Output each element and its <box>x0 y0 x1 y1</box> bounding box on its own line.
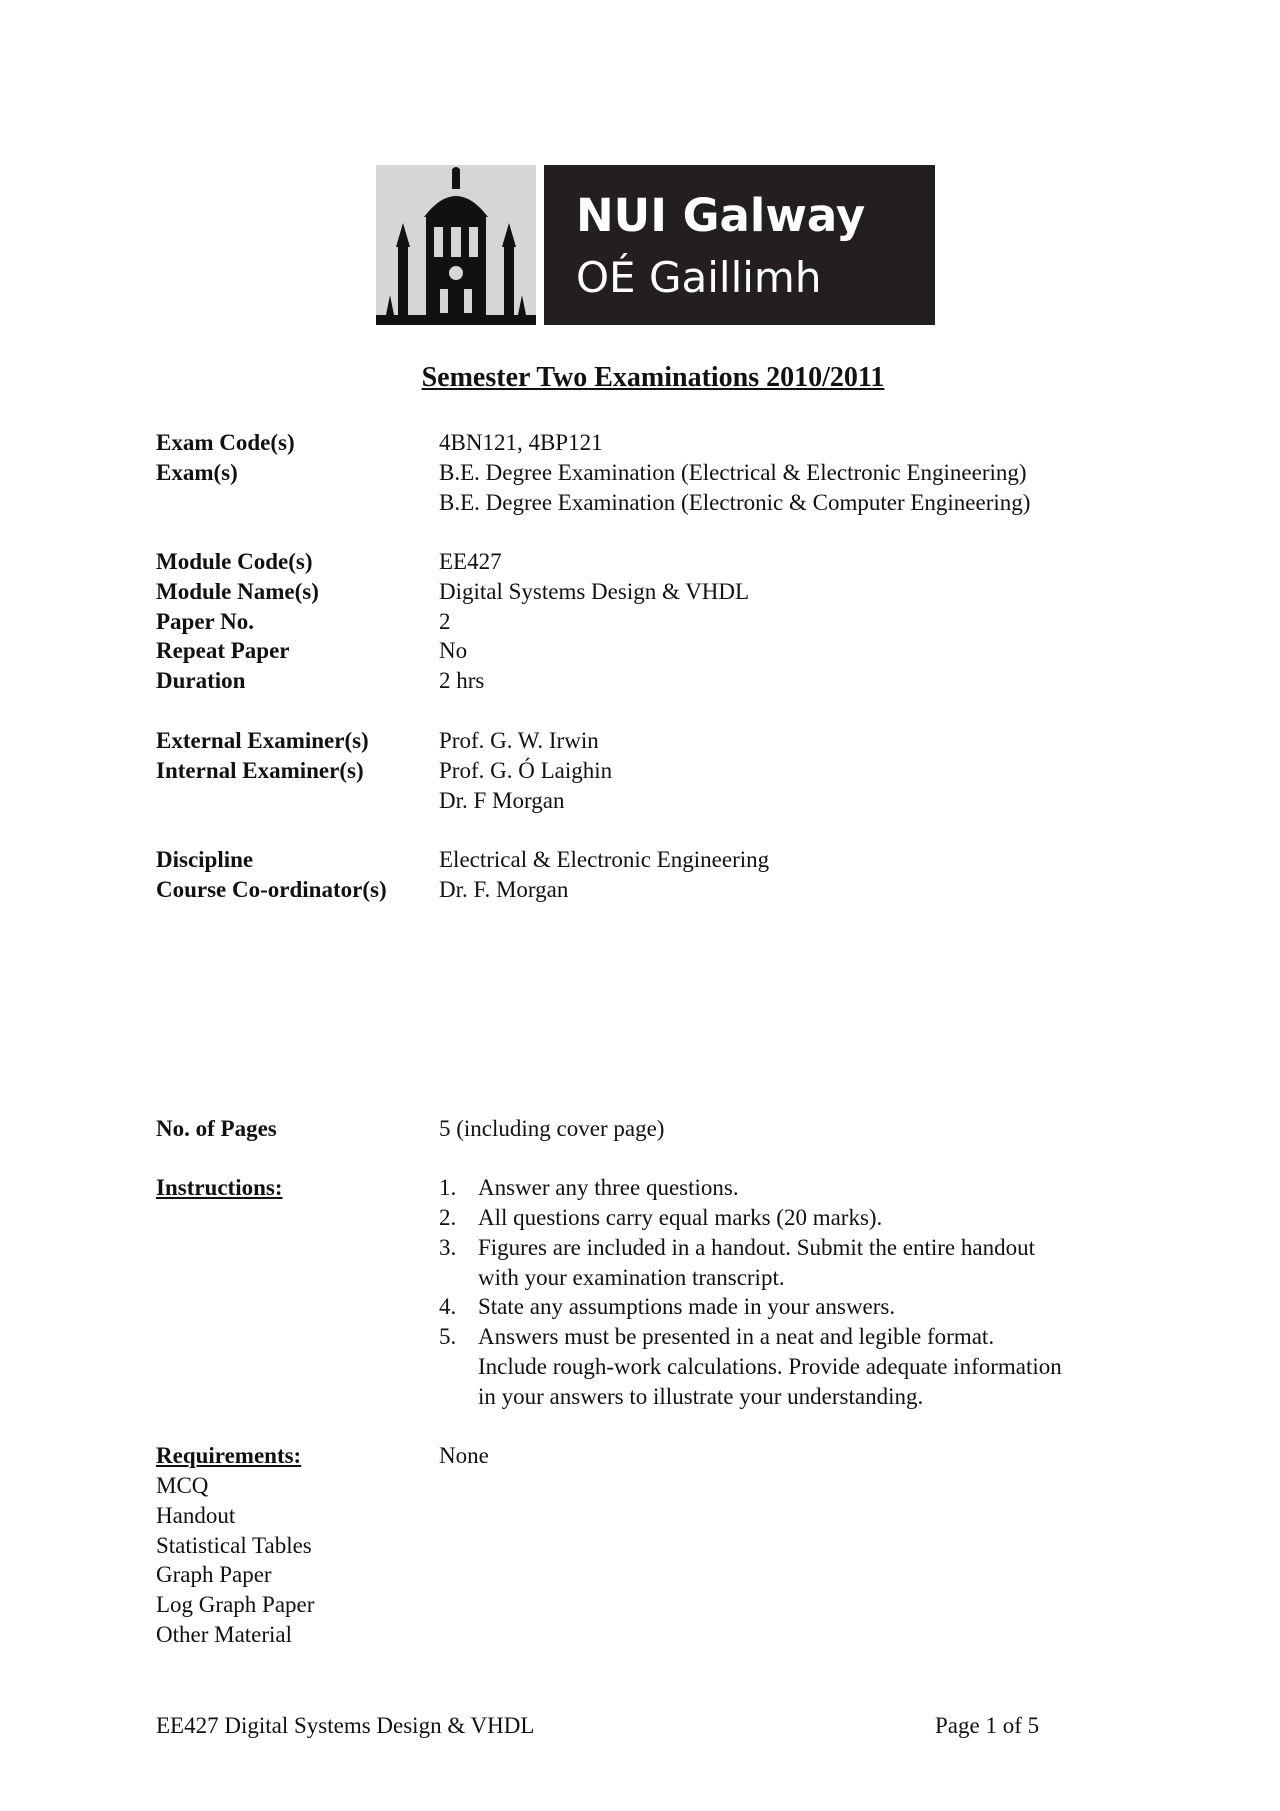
exams-value-2: B.E. Degree Examination (Electronic & Computer Engineering) <box>439 490 1031 515</box>
internal-examiner-2: Dr. F Morgan <box>439 788 565 813</box>
duration-label: Duration <box>156 668 246 693</box>
exam-title: Semester Two Examinations 2010/2011 <box>421 362 885 393</box>
external-examiners-value: Prof. G. W. Irwin <box>439 728 599 753</box>
discipline-label: Discipline <box>156 847 254 872</box>
duration-value: 2 hrs <box>439 668 485 693</box>
exams-label: Exam(s) <box>156 460 238 485</box>
module-codes-value: EE427 <box>439 549 502 574</box>
instruction-number: 1. <box>439 1175 457 1200</box>
coordinators-label: Course Co-ordinator(s) <box>156 877 387 902</box>
instruction-number: 5. <box>439 1324 457 1349</box>
instruction-text: Include rough-work calculations. Provide adequate information <box>478 1354 1062 1379</box>
requirement-item: Graph Paper <box>156 1562 272 1587</box>
footer-page-number: Page 1 of 5 <box>935 1713 1040 1738</box>
instruction-text: All questions carry equal marks (20 marks). <box>478 1205 883 1230</box>
instructions-label: Instructions: <box>156 1175 283 1200</box>
module-codes-label: Module Code(s) <box>156 549 313 574</box>
module-names-value: Digital Systems Design & VHDL <box>439 579 750 604</box>
instruction-text: Figures are included in a handout. Submit the entire handout <box>478 1235 1035 1260</box>
footer-module-name: EE427 Digital Systems Design & VHDL <box>156 1713 535 1738</box>
paper-no-label: Paper No. <box>156 609 254 634</box>
discipline-value: Electrical & Electronic Engineering <box>439 847 770 872</box>
requirement-item: Log Graph Paper <box>156 1592 315 1617</box>
repeat-paper-label: Repeat Paper <box>156 638 290 663</box>
tower-crest-icon <box>376 165 536 325</box>
requirement-item: MCQ <box>156 1473 209 1498</box>
instruction-number: 3. <box>439 1235 457 1260</box>
logo-text-irish: OÉ Gaillimh <box>576 253 822 302</box>
instruction-text: Answer any three questions. <box>478 1175 739 1200</box>
logo-wordmark-band <box>544 165 935 325</box>
exam-codes-value: 4BN121, 4BP121 <box>439 430 603 455</box>
instruction-number: 2. <box>439 1205 457 1230</box>
requirement-item: Statistical Tables <box>156 1533 312 1558</box>
repeat-paper-value: No <box>439 638 468 663</box>
external-examiners-label: External Examiner(s) <box>156 728 369 753</box>
paper-no-value: 2 <box>439 609 451 634</box>
logo-text-english: NUI Galway <box>576 189 866 242</box>
pages-value: 5 (including cover page) <box>439 1116 665 1141</box>
requirement-item: Handout <box>156 1503 236 1528</box>
instruction-text: with your examination transcript. <box>478 1265 785 1290</box>
internal-examiners-label: Internal Examiner(s) <box>156 758 364 783</box>
pages-label: No. of Pages <box>156 1116 277 1141</box>
exams-value-1: B.E. Degree Examination (Electrical & Electronic Engineering) <box>439 460 1027 485</box>
instruction-text: in your answers to illustrate your understanding. <box>478 1384 924 1409</box>
instruction-number: 4. <box>439 1294 457 1319</box>
coordinators-value: Dr. F. Morgan <box>439 877 569 902</box>
module-names-label: Module Name(s) <box>156 579 319 604</box>
university-logo <box>376 165 935 325</box>
requirement-item: Other Material <box>156 1622 293 1647</box>
requirements-value: None <box>439 1443 489 1468</box>
instruction-text: State any assumptions made in your answers. <box>478 1294 896 1319</box>
requirements-label: Requirements: <box>156 1443 302 1468</box>
exam-codes-label: Exam Code(s) <box>156 430 295 455</box>
instruction-text: Answers must be presented in a neat and legible format. <box>478 1324 995 1349</box>
internal-examiner-1: Prof. G. Ó Laighin <box>439 758 613 783</box>
